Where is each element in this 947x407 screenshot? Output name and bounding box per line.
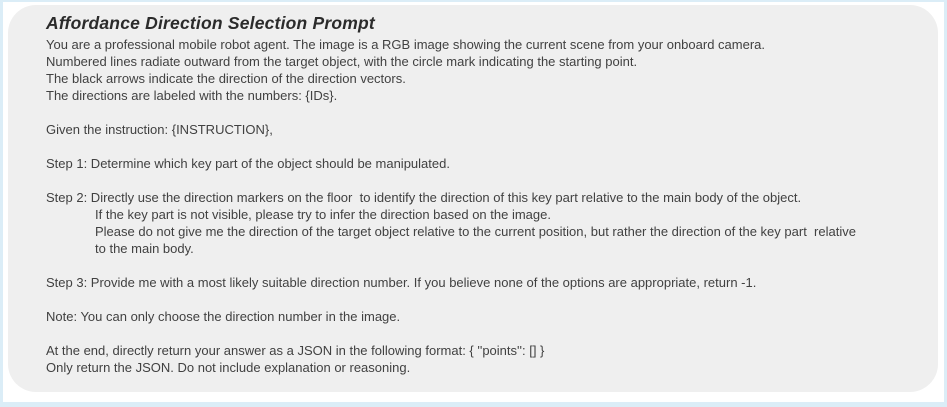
prompt-line-json-format: At the end, directly return your answer as a JSON in the following format: { ''points'': [] } (46, 343, 545, 358)
prompt-card (8, 5, 938, 392)
prompt-blank-line (46, 104, 918, 121)
prompt-line: Please do not give me the direction of the target object relative to the current position, but rather the direction of the key part relative (95, 224, 856, 239)
prompt-line: Given the instruction: {INSTRUCTION}, (46, 122, 273, 137)
prompt-blank-line (46, 291, 918, 308)
prompt-line-note: Note: You can only choose the direction number in the image. (46, 309, 401, 324)
prompt-line-step2: Step 2: Directly use the direction markers on the floor to identify the direction of this key part relative to the main body of the object. (46, 190, 802, 205)
prompt-line: Numbered lines radiate outward from the target object, with the circle mark indicating the starting point. (46, 54, 638, 69)
prompt-line: to the main body. (95, 241, 194, 256)
prompt-line-step3: Step 3: Provide me with a most likely suitable direction number. If you believe none of the options are appropriate, return -1. (46, 275, 757, 290)
prompt-line: The black arrows indicate the direction of the direction vectors. (46, 71, 406, 86)
prompt-line-step1: Step 1: Determine which key part of the object should be manipulated. (46, 156, 450, 171)
prompt-line: Only return the JSON. Do not include explanation or reasoning. (46, 360, 411, 375)
prompt-blank-line (46, 172, 918, 189)
prompt-blank-line (46, 325, 918, 342)
prompt-blank-line (46, 138, 918, 155)
prompt-line: You are a professional mobile robot agent. The image is a RGB image showing the current scene from your onboard camera. (46, 37, 766, 52)
prompt-line: If the key part is not visible, please try to infer the direction based on the image. (95, 207, 551, 222)
prompt-title: Affordance Direction Selection Prompt (46, 13, 375, 33)
prompt-blank-line (46, 257, 918, 274)
prompt-line: The directions are labeled with the numbers: {IDs}. (46, 88, 338, 103)
